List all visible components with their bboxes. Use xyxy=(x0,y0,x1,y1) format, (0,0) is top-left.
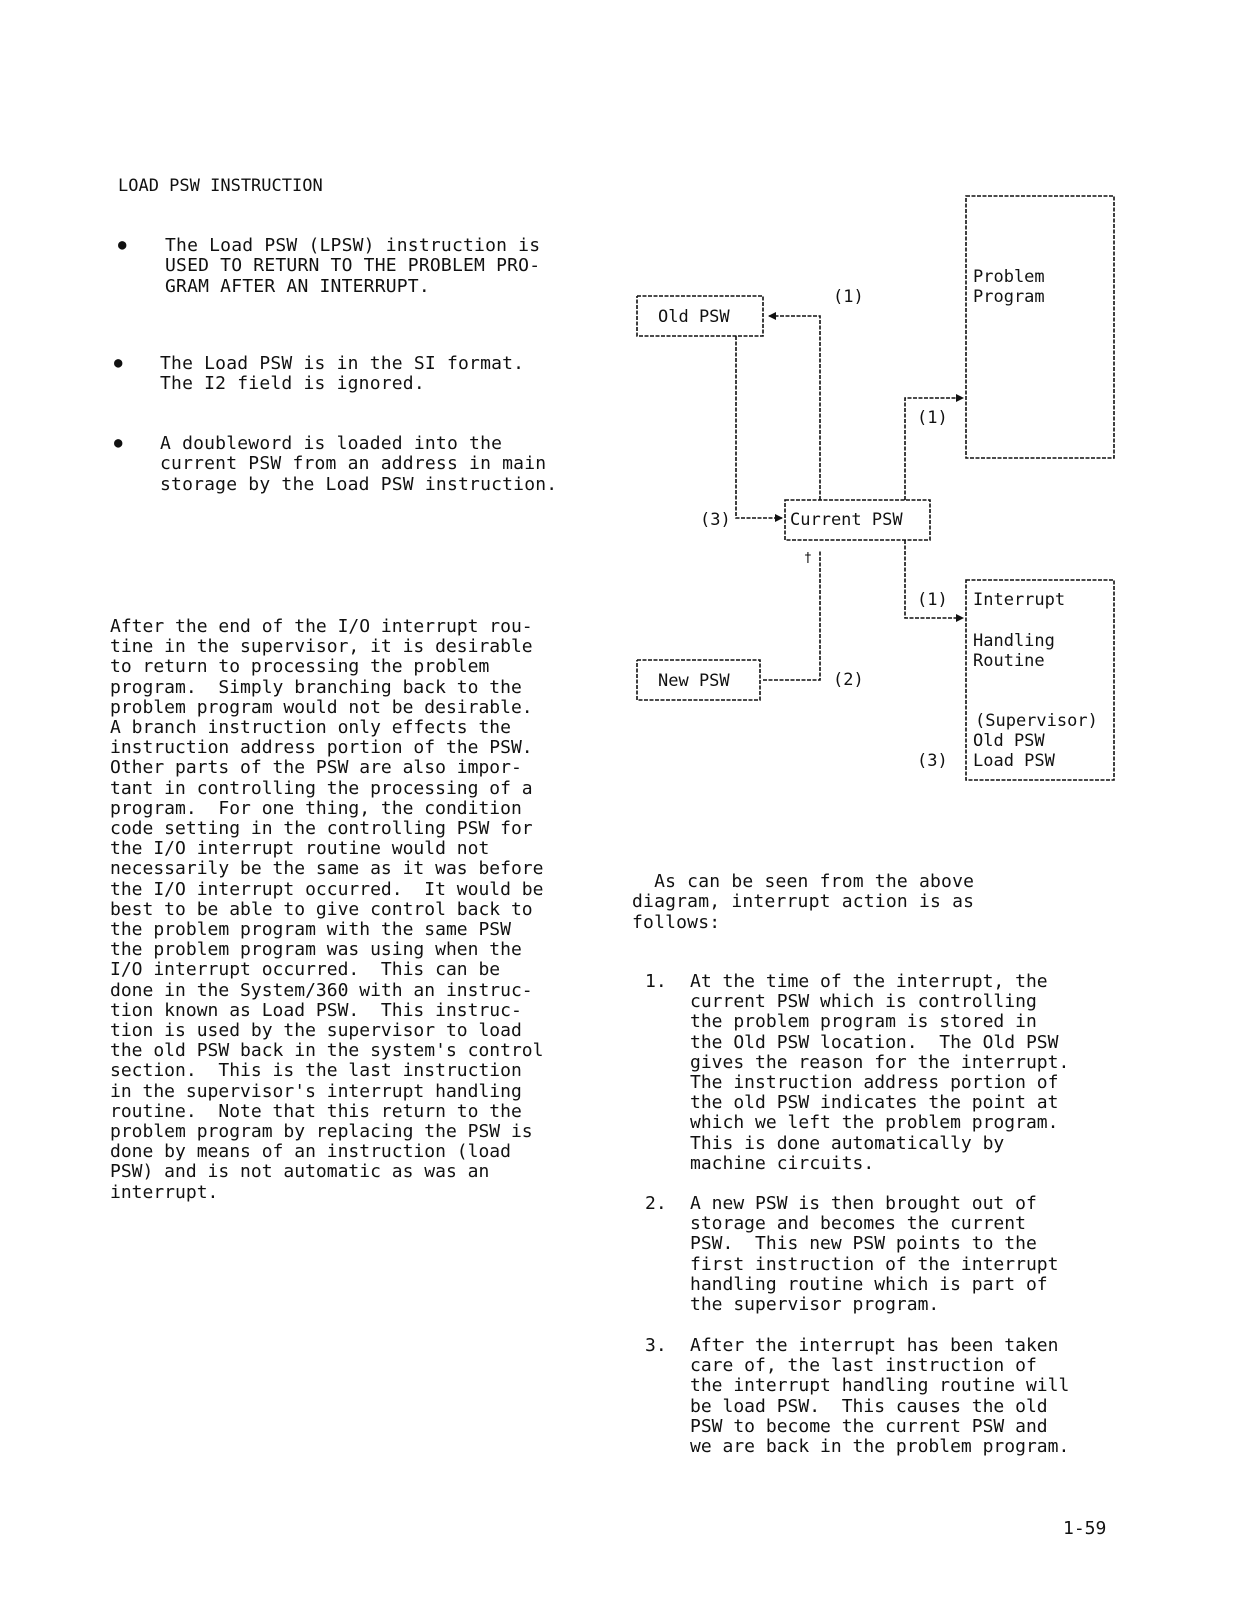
problem-program-label-1: Problem xyxy=(973,267,1045,287)
line-old-to-current xyxy=(736,336,782,518)
bullet-text-3: A doubleword is loaded into the current PSW from an address in main storage by the Load PSW instruction. xyxy=(160,433,558,495)
bullet-marker: ● xyxy=(114,435,123,451)
problem-program-label-2: Program xyxy=(973,287,1045,307)
bullet-text-1: The Load PSW (LPSW) instruction is USED TO RETURN TO THE PROBLEM PRO- GRAM AFTER AN INTERRUPT. xyxy=(165,235,541,297)
step-label-3a: (3) xyxy=(700,510,731,530)
diagram-intro: As can be seen from the above diagram, interrupt action is as follows: xyxy=(632,871,975,933)
bullet-marker: ● xyxy=(118,237,127,253)
step-text-3: After the interrupt has been taken care of, the last instruction of the interrupt handling routine will be load PSW. This causes the old PSW to become the current PSW and we are back in the problem program. xyxy=(690,1335,1070,1458)
interrupt-label-4: (Supervisor) xyxy=(975,711,1098,731)
section-heading: LOAD PSW INSTRUCTION xyxy=(118,176,323,196)
arrowhead xyxy=(775,514,783,522)
interrupt-label-1: Interrupt xyxy=(973,590,1066,610)
interrupt-label-6: Load PSW xyxy=(973,751,1055,771)
arrowhead xyxy=(956,614,964,622)
step-number-2: 2. xyxy=(645,1193,667,1214)
interrupt-label-5: Old PSW xyxy=(973,731,1045,751)
step-label-1a: (1) xyxy=(833,287,864,307)
line-new-to-current xyxy=(763,550,820,680)
bullet-text-2: The Load PSW is in the SI format. The I2 field is ignored. xyxy=(160,353,525,395)
step-label-1b: (1) xyxy=(917,408,948,428)
arrowhead xyxy=(768,312,776,320)
current-psw-label: Current PSW xyxy=(790,510,903,530)
old-psw-label: Old PSW xyxy=(658,307,730,327)
step-label-3b: (3) xyxy=(917,751,948,771)
dagger-mark: † xyxy=(804,551,812,566)
step-text-2: A new PSW is then brought out of storage and becomes the current PSW. This new PSW points to the first instruction of the interrupt handling routine which is part of the supervisor program. xyxy=(690,1193,1059,1316)
step-label-2: (2) xyxy=(833,670,864,690)
step-label-1c: (1) xyxy=(917,590,948,610)
step-number-3: 3. xyxy=(645,1335,667,1356)
arrowhead xyxy=(956,394,964,402)
step-text-1: At the time of the interrupt, the current PSW which is controlling the problem program is stored in the Old PSW location. The Old PSW gives the reason for the interrupt. The instruction address portion of the old PSW indicates the point at which we left the problem program. This is done automatically by machine circuits. xyxy=(690,971,1070,1174)
interrupt-label-2: Handling xyxy=(973,631,1055,651)
bullet-marker: ● xyxy=(114,355,123,371)
interrupt-label-3: Routine xyxy=(973,651,1045,671)
problem-program-box xyxy=(966,196,1114,458)
step-number-1: 1. xyxy=(645,971,667,992)
page-number: 1-59 xyxy=(1063,1518,1107,1539)
body-paragraph: After the end of the I/O interrupt rou- tine in the supervisor, it is desirable to return to processing the problem program. Simply branching back to the problem program would not be desirable. A branch instruction only effects the instruction address portion of the PSW. Other parts of the PSW are also impor- tant in controlling the processing of a program. For one thing, the condition code setting in the controlling PSW for the I/O interrupt routine would not necessarily be the same as it was before the I/O interrupt occurred. It would be best to be able to give control back to the problem program with the same PSW the problem program was using when the I/O interrupt occurred. This can be done in the System/360 with an instruc- tion known as Load PSW. This instruc- tion is used by the supervisor to load the old PSW back in the system's control section. This is the last instruction in the supervisor's interrupt handling routine. Note that this return to the problem program by replacing the PSW is done by means of an instruction (load PSW) and is not automatic as was an interrupt. xyxy=(110,616,544,1203)
new-psw-label: New PSW xyxy=(658,671,730,691)
line-current-to-old xyxy=(768,316,820,500)
